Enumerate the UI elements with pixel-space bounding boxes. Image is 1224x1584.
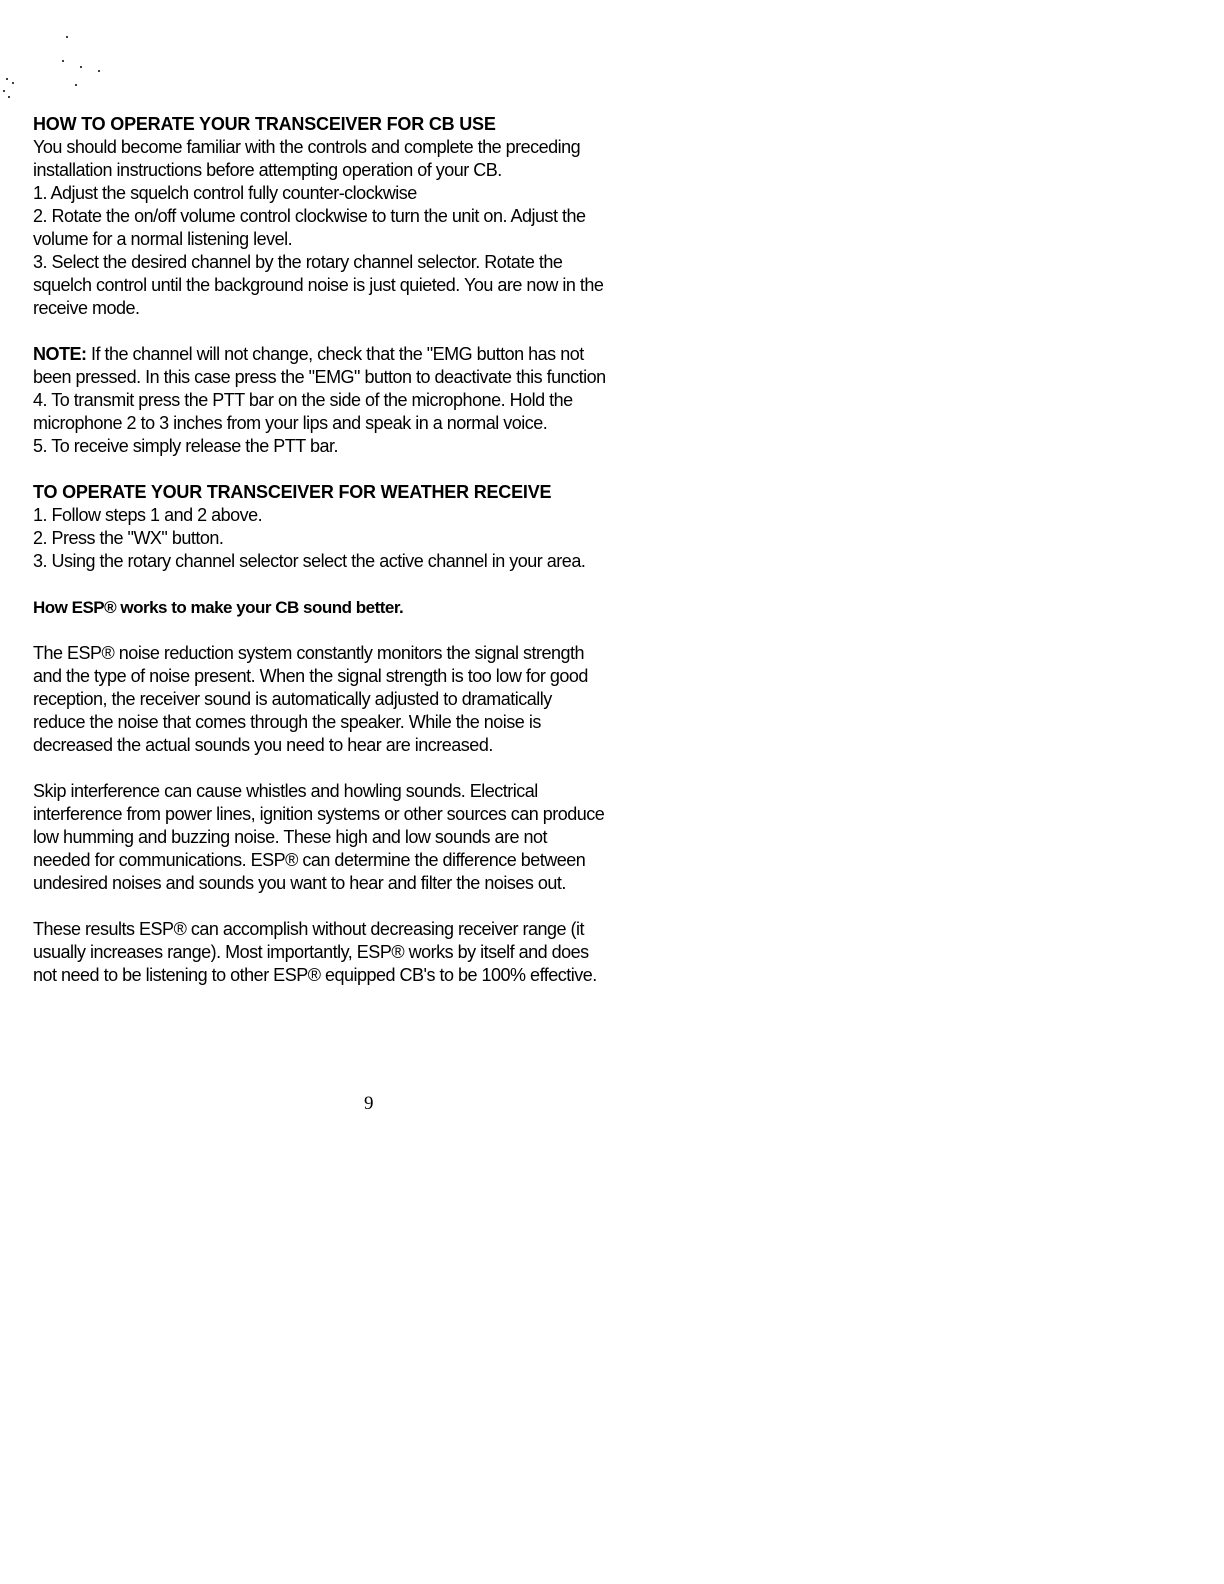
note-label: NOTE: [33, 344, 87, 364]
speck [3, 90, 5, 92]
cb-use-step: 2. Rotate the on/off volume control clockwise to turn the unit on. Adjust the [33, 206, 586, 226]
esp-para2-line: low humming and buzzing noise. These high and low sounds are not [33, 827, 548, 847]
spacer [33, 895, 723, 918]
speck [98, 70, 100, 72]
note-first-line [33, 343, 723, 366]
cb-use-step: 3. Select the desired channel by the rotary channel selector. Rotate the [33, 252, 563, 272]
esp-subheading: How ESP® works to make your CB sound better. [33, 598, 404, 617]
note-line: been pressed. In this case press the "EMG" button to deactivate this function [33, 367, 606, 387]
note-step: 5. To receive simply release the PTT bar. [33, 436, 338, 456]
spacer [33, 757, 723, 780]
cb-use-line: receive mode. [33, 298, 140, 318]
speck [62, 60, 64, 62]
spacer [33, 619, 723, 642]
cb-use-line: squelch control until the background noise is just quieted. You are now in the [33, 275, 604, 295]
speck [8, 96, 10, 98]
esp-para1-line: reception, the receiver sound is automatically adjusted to dramatically [33, 689, 552, 709]
esp-para1-line: and the type of noise present. When the signal strength is too low for good [33, 666, 588, 686]
esp-para3-line: These results ESP® can accomplish without decreasing receiver range (it [33, 919, 585, 939]
cb-use-line: installation instructions before attempting operation of your CB. [33, 160, 502, 180]
speck [66, 36, 68, 38]
spacer [33, 573, 723, 596]
manual-page [33, 113, 723, 987]
weather-step: 3. Using the rotary channel selector select the active channel in your area. [33, 551, 586, 571]
weather-step: 1. Follow steps 1 and 2 above. [33, 505, 263, 525]
esp-para2-line: needed for communications. ESP® can determine the difference between [33, 850, 586, 870]
speck [80, 66, 82, 68]
cb-use-line: You should become familiar with the controls and complete the preceding [33, 137, 581, 157]
esp-para1-line: decreased the actual sounds you need to hear are increased. [33, 735, 493, 755]
speck [12, 82, 14, 84]
spacer [33, 320, 723, 343]
note-text: If the channel will not change, check that the "EMG button has not [86, 344, 584, 364]
spacer [33, 458, 723, 481]
note-step: 4. To transmit press the PTT bar on the side of the microphone. Hold the [33, 390, 573, 410]
esp-para3-line: usually increases range). Most importantly, ESP® works by itself and does [33, 942, 589, 962]
esp-para2-line: undesired noises and sounds you want to hear and filter the noises out. [33, 873, 566, 893]
weather-step: 2. Press the "WX" button. [33, 528, 224, 548]
cb-use-heading: HOW TO OPERATE YOUR TRANSCEIVER FOR CB USE [33, 114, 496, 134]
esp-para2-line: Skip interference can cause whistles and howling sounds. Electrical [33, 781, 538, 801]
weather-heading: TO OPERATE YOUR TRANSCEIVER FOR WEATHER RECEIVE [33, 482, 552, 502]
scan-specks [0, 30, 120, 110]
esp-para1-line: reduce the noise that comes through the speaker. While the noise is [33, 712, 541, 732]
note-line: microphone 2 to 3 inches from your lips and speak in a normal voice. [33, 413, 548, 433]
page-number: 9 [364, 1093, 374, 1114]
cb-use-line: volume for a normal listening level. [33, 229, 293, 249]
esp-para1-line: The ESP® noise reduction system constantly monitors the signal strength [33, 643, 585, 663]
esp-para3-line: not need to be listening to other ESP® equipped CB's to be 100% effective. [33, 965, 597, 985]
speck [6, 78, 8, 80]
cb-use-step: 1. Adjust the squelch control fully counter-clockwise [33, 183, 417, 203]
speck [75, 84, 77, 86]
esp-para2-line: interference from power lines, ignition systems or other sources can produce [33, 804, 605, 824]
